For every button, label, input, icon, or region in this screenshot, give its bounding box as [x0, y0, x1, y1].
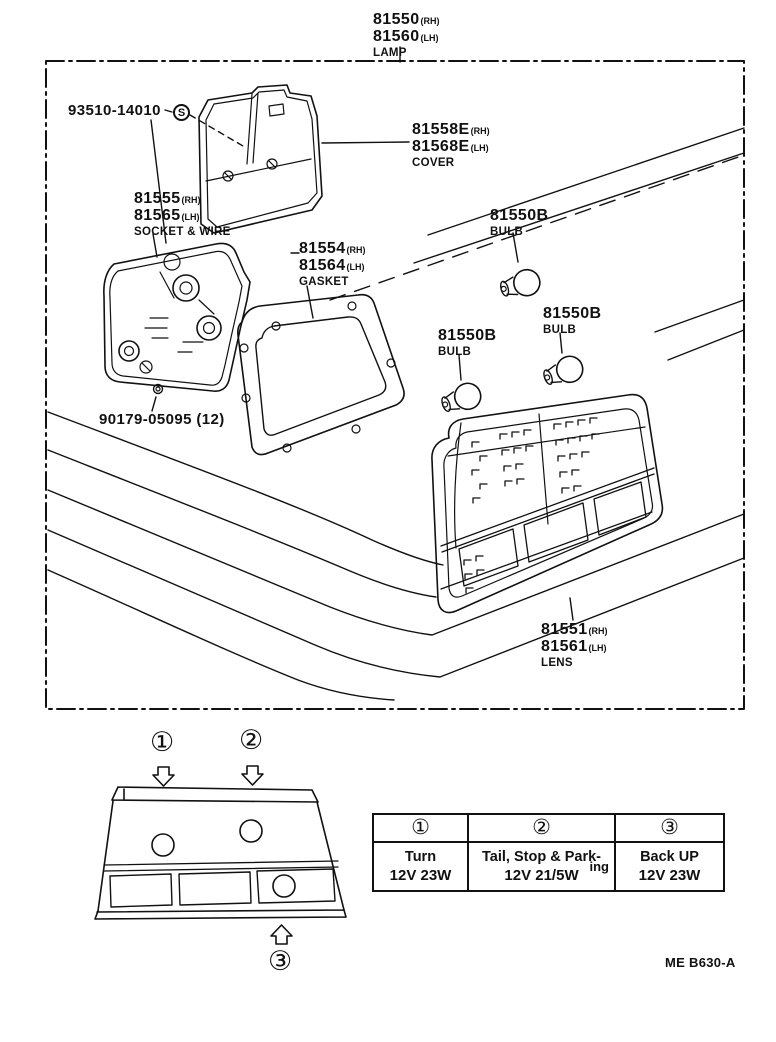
part-code: 90179-05095 (12) [99, 411, 225, 428]
part-code-row [541, 622, 608, 639]
side-tag: (LH) [588, 642, 607, 653]
part-code: 81550B [438, 327, 497, 344]
part-code-row [373, 12, 440, 29]
arrow-down-icon [242, 766, 263, 785]
bulb-function: Turn [404, 849, 437, 865]
label-cover [412, 122, 490, 169]
spec-cell-backup [615, 842, 724, 891]
callout-1: ① [150, 727, 175, 758]
bulb-left-drawing [438, 380, 484, 418]
part-name: LENS [541, 656, 573, 669]
table-callout-2: ② [532, 815, 551, 839]
part-code: 81550B [543, 305, 602, 322]
side-tag: (LH) [346, 261, 365, 272]
spec-cell-tail-stop-parking [468, 842, 615, 891]
screw-marker-letter: S [177, 106, 186, 119]
spec-cell-turn [373, 842, 468, 891]
label-nut [99, 412, 225, 429]
part-code-row [299, 258, 366, 275]
callout-2: ② [239, 725, 264, 756]
part-code-row [541, 639, 608, 656]
label-lens [541, 622, 608, 669]
side-tag: (LH) [181, 211, 200, 222]
bulb-rating: 12V 23W [638, 867, 701, 884]
label-socket-wire [134, 191, 231, 238]
side-tag: (RH) [588, 626, 608, 636]
part-code: 81565 [134, 206, 181, 224]
part-code: 93510-14010 [68, 102, 161, 119]
leader-lines [151, 47, 573, 620]
bulb-right-drawing [540, 353, 586, 391]
spec-header-row [373, 814, 724, 842]
part-code: 81551 [541, 621, 588, 638]
bulb-function-wrap: ing [589, 859, 609, 874]
part-name: LAMP [373, 46, 407, 59]
side-tag: (LH) [420, 32, 439, 43]
bulb-rating [469, 859, 614, 884]
label-bulb-top [490, 208, 548, 238]
part-code-row [299, 241, 366, 258]
part-code-row [412, 139, 490, 156]
label-lamp [373, 12, 440, 59]
part-code: 81568E [412, 137, 470, 155]
rear-lamp-schematic [95, 787, 346, 919]
part-code-row [412, 122, 490, 139]
side-tag: (RH) [181, 195, 201, 205]
part-code-row [134, 191, 231, 208]
table-callout-3: ③ [660, 815, 679, 839]
spec-header-3 [615, 814, 724, 842]
part-code: 81550 [373, 11, 420, 28]
part-name: SOCKET & WIRE [134, 225, 231, 238]
bulb-function: Tail, Stop & Park- [482, 849, 601, 865]
arrow-up-icon [271, 925, 292, 944]
table-callout-1: ① [411, 815, 430, 839]
lens-drawing [432, 395, 663, 613]
part-name: COVER [412, 156, 455, 169]
part-code: 81555 [134, 190, 181, 207]
drawing-reference-code: ME B630-A [665, 955, 736, 970]
part-code-row [134, 208, 231, 225]
arrow-down-icon [153, 767, 174, 786]
spec-body-row [373, 842, 724, 891]
part-code: 81564 [299, 256, 346, 274]
bulb-top-drawing [498, 267, 543, 302]
side-tag: (RH) [470, 126, 490, 136]
screw-marker-s [173, 104, 190, 121]
label-screw [68, 103, 161, 120]
part-name: GASKET [299, 275, 349, 288]
label-bulb-right [543, 306, 601, 336]
label-bulb-left [438, 328, 496, 358]
side-tag: (RH) [346, 245, 366, 255]
socket-wire-drawing [104, 243, 250, 393]
spec-header-1 [373, 814, 468, 842]
part-code-row [373, 29, 440, 46]
gasket-drawing [238, 295, 404, 455]
part-code: 81558E [412, 121, 470, 138]
bulb-function: Back UP [640, 849, 699, 865]
spec-header-2 [468, 814, 615, 842]
part-code: 81550B [490, 207, 549, 224]
bulb-spec-table [372, 813, 725, 892]
part-code: 81561 [541, 637, 588, 655]
side-tag: (LH) [470, 142, 489, 153]
label-gasket [299, 241, 366, 288]
callout-3: ③ [268, 946, 293, 977]
part-code: 81560 [373, 27, 420, 45]
bulb-rating: 12V 23W [389, 867, 452, 884]
part-name: BULB [543, 323, 577, 336]
part-name: BULB [490, 225, 524, 238]
part-code: 81554 [299, 240, 346, 257]
bulb-rating-value: 12V 21/5W [504, 867, 579, 884]
part-name: BULB [438, 345, 472, 358]
side-tag: (RH) [420, 16, 440, 26]
